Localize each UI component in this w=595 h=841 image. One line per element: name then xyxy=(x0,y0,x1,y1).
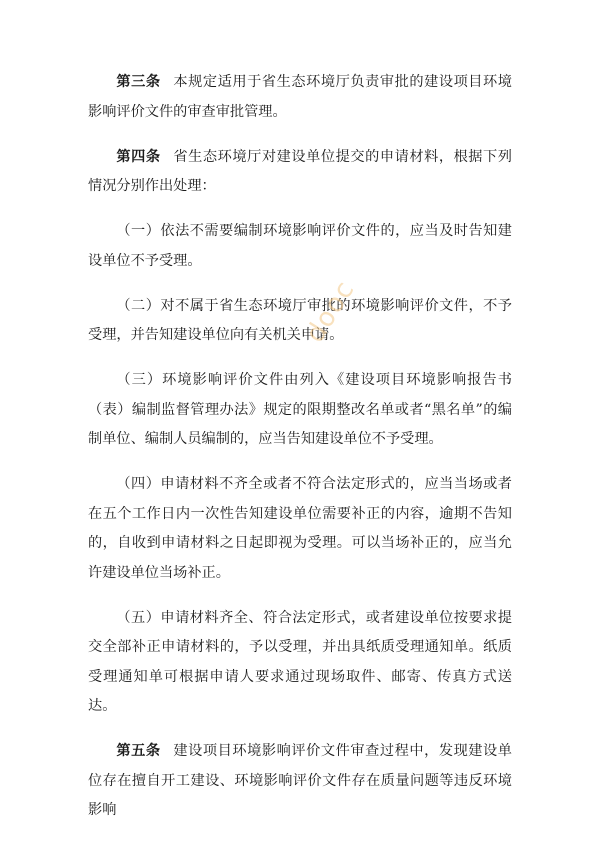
item-4-text: （四）申请材料不齐全或者不符合法定形式的，应当当场或者在五个工作日内一次性告知建设单位需要补正的内容，逾期不告知的，自收到申请材料之日起即视为受理。可以当场补正的，应当允许建设单位当场补正。 xyxy=(88,476,512,581)
article-4-title: 第四条 xyxy=(116,148,161,165)
item-5-paragraph xyxy=(88,604,512,722)
document-body xyxy=(88,68,512,841)
article-4-text: 省生态环境厅对建设单位提交的申请材料，根据下列情况分别作出处理： xyxy=(88,148,512,194)
article-3-paragraph xyxy=(88,68,512,127)
item-1-paragraph xyxy=(88,217,512,276)
watermark-logo: dooc xyxy=(300,275,361,348)
article-5-text: 建设项目环境影响评价文件审查过程中，发现建设单位存在擅自开工建设、环境影响评价文件存在质量问题等违反环境影响 xyxy=(88,743,512,818)
item-1-text: （一）依法不需要编制环境影响评价文件的，应当及时告知建设单位不予受理。 xyxy=(88,223,512,269)
item-2-paragraph xyxy=(88,292,512,351)
article-5-paragraph xyxy=(88,737,512,826)
item-3-paragraph xyxy=(88,366,512,455)
item-3-text: （三）环境影响评价文件由列入《建设项目环境影响报告书（表）编制监督管理办法》规定的限期整改名单或者“黑名单”的编制单位、编制人员编制的，应当告知建设单位不予受理。 xyxy=(88,372,512,447)
article-3-text: 本规定适用于省生态环境厅负责审批的建设项目环境影响评价文件的审查审批管理。 xyxy=(88,74,512,120)
item-5-text: （五）申请材料齐全、符合法定形式，或者建设单位按要求提交全部补正申请材料的，予以受理，并出具纸质受理通知单。纸质受理通知单可根据申请人要求通过现场取件、邮寄、传真方式送达。 xyxy=(88,609,512,714)
item-4-paragraph xyxy=(88,470,512,588)
article-5-title: 第五条 xyxy=(116,743,161,759)
article-3-title: 第三条 xyxy=(116,74,161,90)
article-4-paragraph xyxy=(88,143,512,202)
item-2-text: （二）对不属于省生态环境厅审批的环境影响评价文件，不予受理，并告知建设单位向有关机关申请。 xyxy=(88,297,512,343)
